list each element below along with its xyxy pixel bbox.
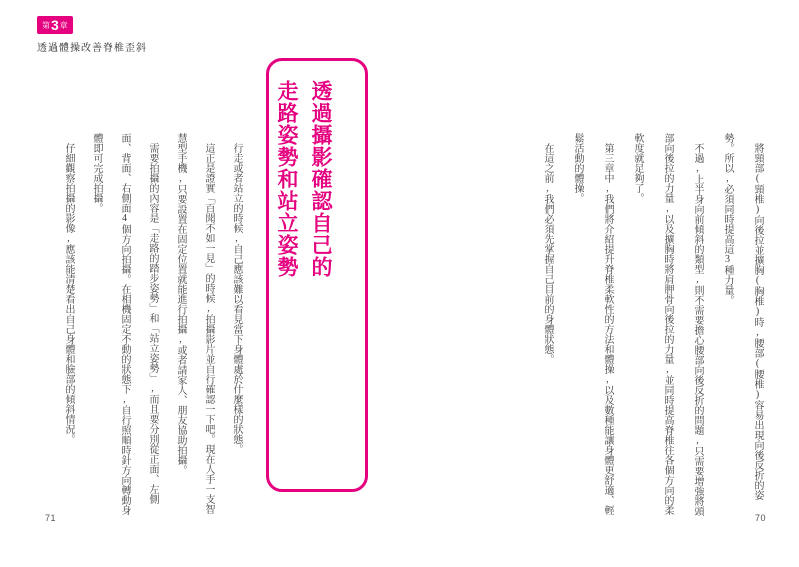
- paragraph: 仔細觀察拍攝的影像,應該能清楚看出自己身體和臉部的傾斜情況。: [63, 143, 74, 444]
- section-title-line-2: 走路姿勢和站立姿勢: [275, 80, 298, 278]
- section-title: [269, 61, 352, 489]
- paragraph: 行走或者站立的時候,自己應該難以看見當下身體處於什麼樣的狀態。: [231, 143, 242, 454]
- paragraph: 不過,上半身向前傾斜的類型,則不需要擔心腰部向後反折的問題,只需要增強將頭部向後拉的力量,以及擴胸時將肩胛骨向後拉的力量,並同時提高脊椎往各個方向的柔軟度就足夠了。: [632, 133, 703, 516]
- page-left-body: [50, 133, 250, 517]
- paragraph: 將頸部(頸椎)向後拉並擴胸(胸椎)時,腰部(腰椎)容易出現向後反折的姿勢。所以,必須同時提高這3種力量。: [722, 133, 763, 500]
- chapter-subtitle: 透過體操改善脊椎歪斜: [37, 43, 147, 54]
- chapter-badge: [37, 16, 73, 34]
- chapter-label-suffix: 章: [59, 20, 68, 30]
- page-number-right: 70: [755, 513, 767, 523]
- paragraph: 第三章中,我們將介紹提升脊椎柔軟性的方法和體操,以及數種能讓身體更舒適、輕鬆活動的體操。: [572, 133, 613, 515]
- page-right-body: [520, 133, 772, 517]
- paragraph: 這正是證實「百聞不如一見」的時候,拍攝影片並自行確認一下吧。現在人手一支智慧型手機,只要設置在固定位置就能進行拍攝,或者請家人、朋友協助拍攝。: [175, 133, 214, 514]
- section-title-line-1: 透過攝影確認自己的: [309, 80, 332, 278]
- paragraph: 需要拍攝的內容是「走路的踏步姿勢」和「站立姿勢」,而且要分別從正面、左側面、背面、右側面4個方向拍攝。在相機固定不動的狀態下,自行照順時針方向轉動身體即可完成拍攝。: [91, 133, 158, 515]
- paragraph: 在這之前,我們必須先掌握自己目前的身體狀態。: [542, 143, 553, 364]
- section-title-box: [266, 58, 368, 492]
- chapter-label-prefix: 第: [42, 20, 50, 30]
- page-number-left: 71: [45, 513, 57, 523]
- chapter-number: 3: [51, 17, 59, 33]
